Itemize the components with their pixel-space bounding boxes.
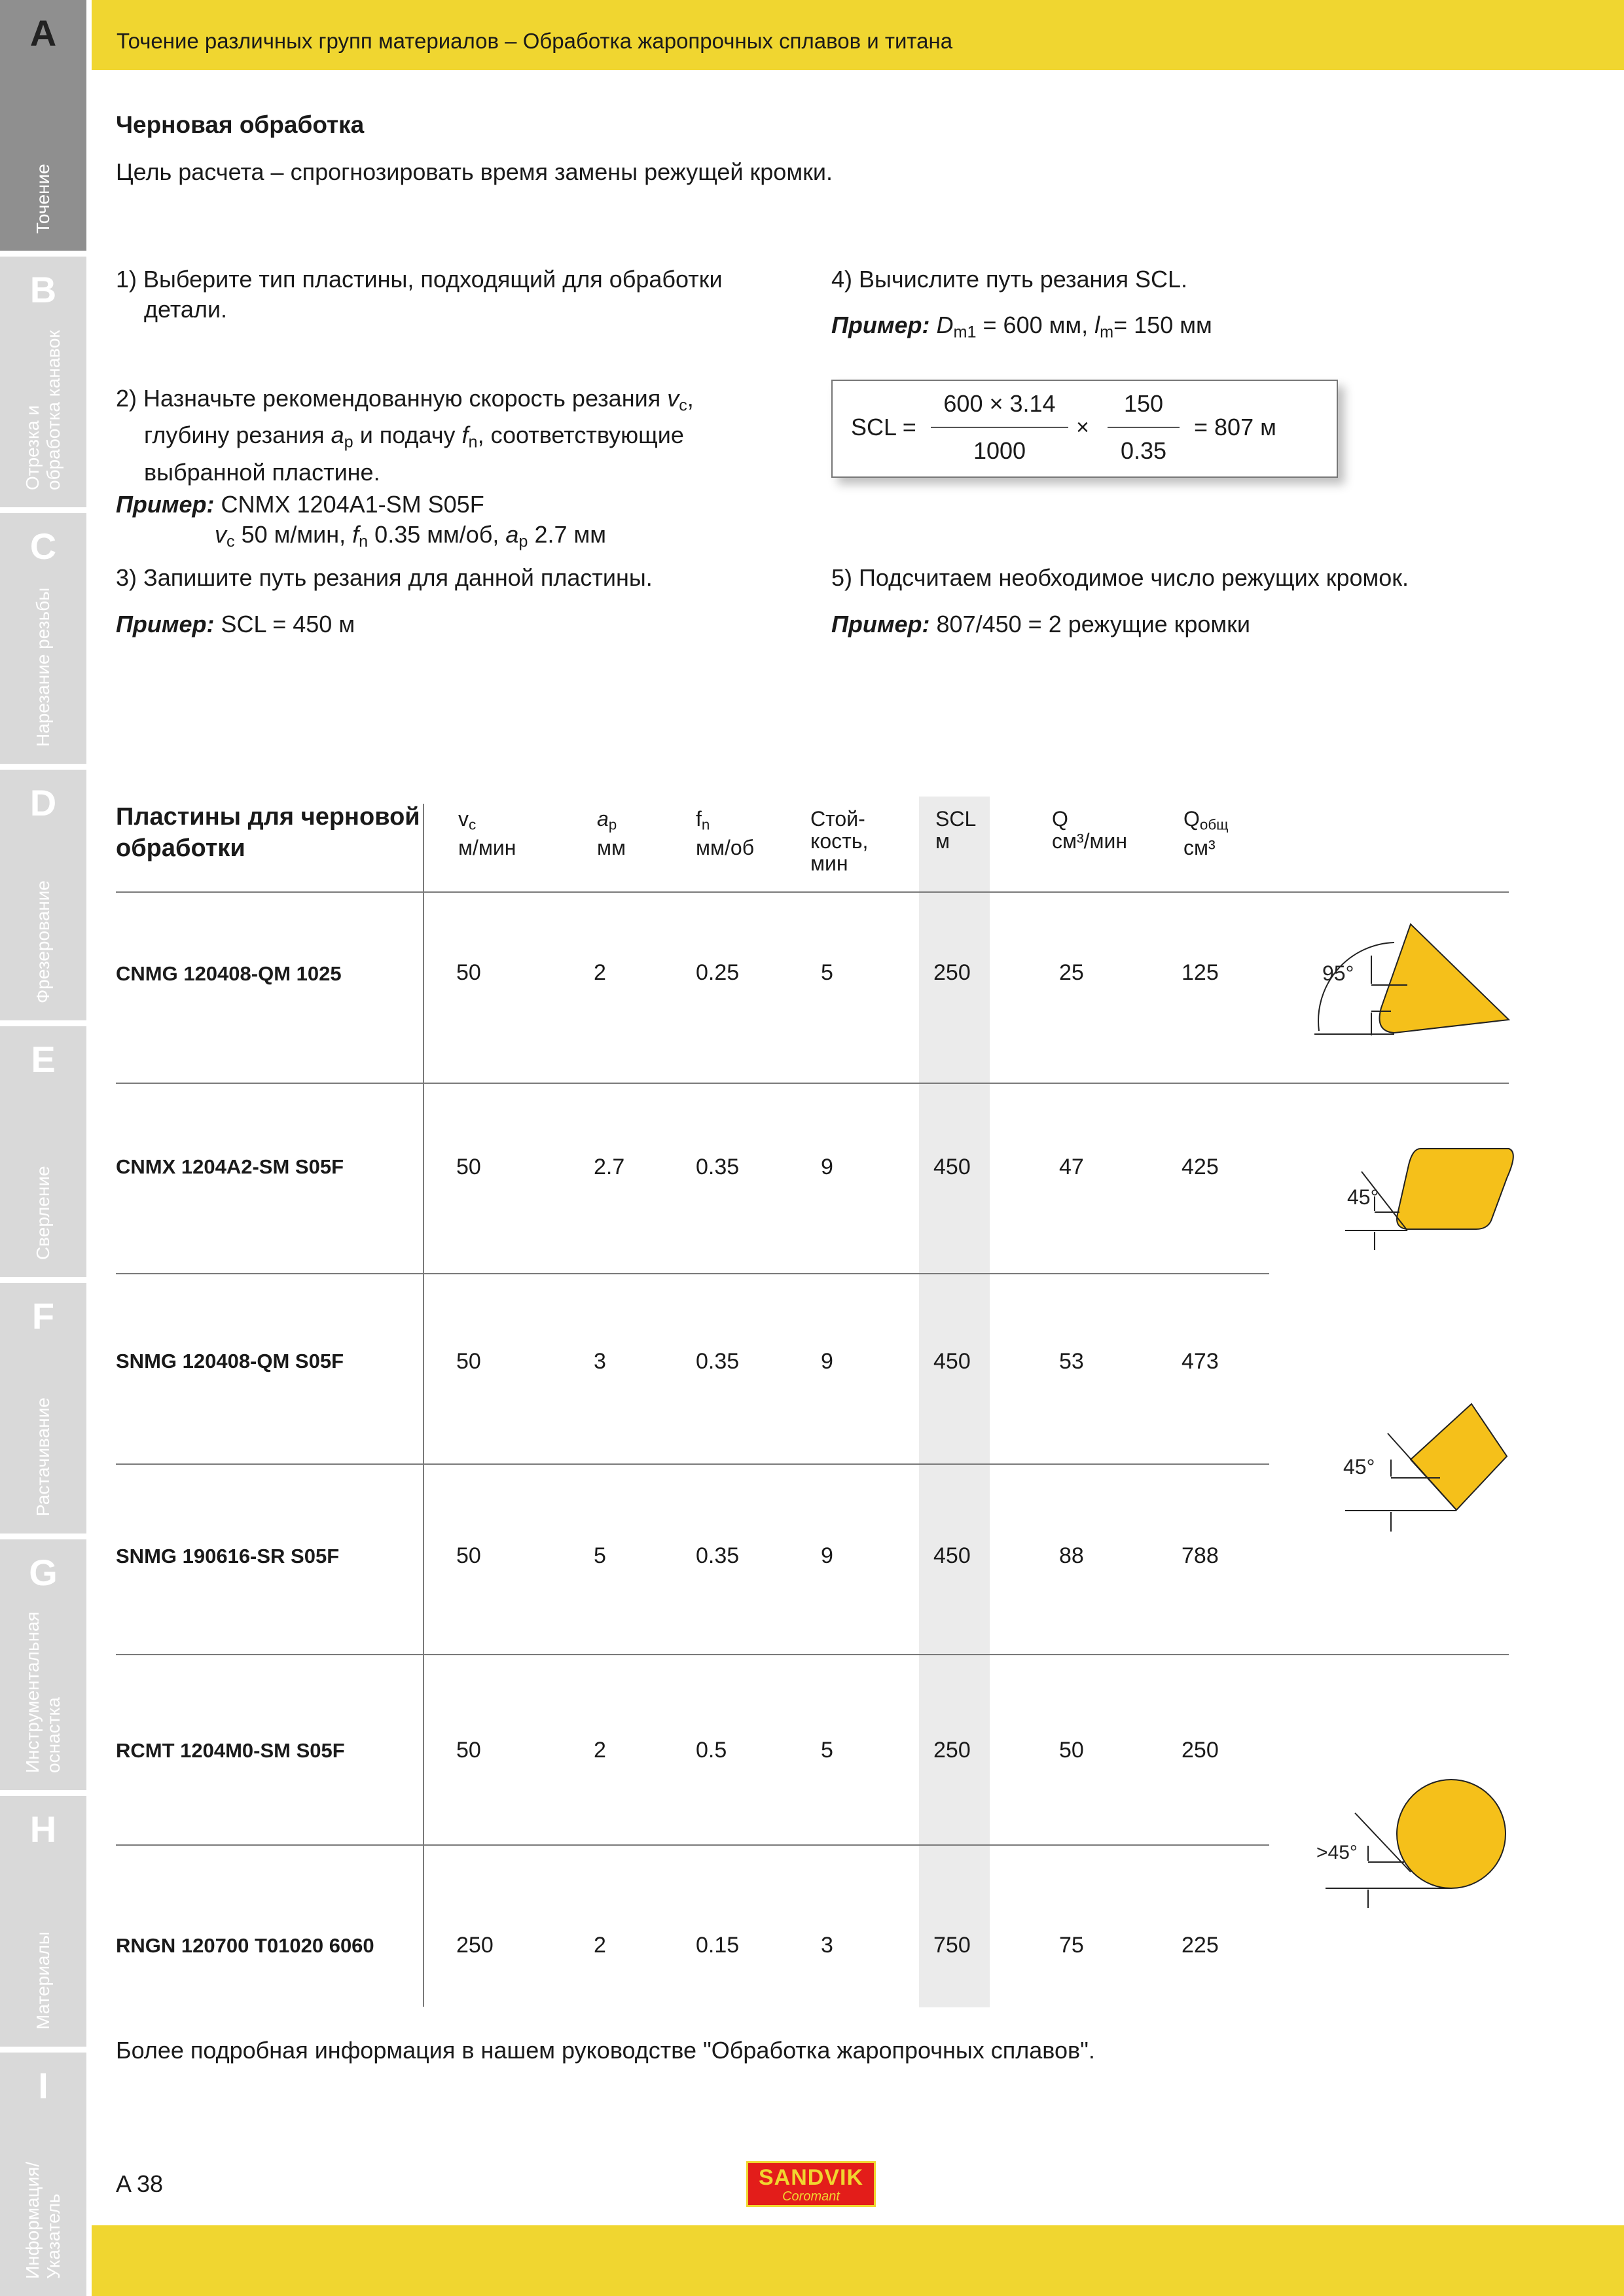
sub: m1 bbox=[953, 323, 977, 342]
text: 2) Назначьте рекомендованную скорость резания bbox=[116, 385, 668, 412]
step-2 bbox=[116, 384, 694, 488]
formula-times: × bbox=[1076, 415, 1089, 440]
example-label: Пример: bbox=[116, 491, 215, 518]
cell-q-total: 125 bbox=[1182, 960, 1219, 985]
cell-vc: 50 bbox=[456, 1155, 481, 1179]
var: l bbox=[1094, 312, 1100, 338]
cell-ap: 2 bbox=[594, 1933, 606, 1958]
insert-name: CNMX 1204A2-SM S05F bbox=[116, 1155, 344, 1178]
cell-tool-life: 9 bbox=[821, 1349, 833, 1374]
unit: см³ bbox=[1183, 835, 1216, 859]
step-4-example bbox=[831, 310, 1212, 347]
round-insert-diagram bbox=[1306, 1767, 1515, 1924]
insert-shape bbox=[1397, 1780, 1506, 1888]
text: f bbox=[696, 807, 702, 831]
sub: c bbox=[226, 532, 235, 551]
cell-ap: 2 bbox=[594, 960, 606, 985]
cell-fn: 0.15 bbox=[696, 1933, 740, 1958]
column-header-ap bbox=[597, 808, 626, 859]
step-3-example bbox=[116, 609, 355, 639]
sub: p bbox=[344, 433, 353, 452]
intro-text: Цель расчета – спрогнозировать время замены режущей кромки. bbox=[116, 158, 833, 185]
angle-label: 45° bbox=[1343, 1455, 1375, 1479]
numerator: 600 × 3.14 bbox=[943, 390, 1056, 417]
fraction-line bbox=[1108, 427, 1180, 428]
step-2-line-3: выбранной пластине. bbox=[144, 458, 380, 486]
angle-label: 45° bbox=[1347, 1185, 1379, 1209]
cnmx-insert-diagram bbox=[1335, 1139, 1532, 1257]
angle-label: >45° bbox=[1316, 1842, 1358, 1863]
step-1 bbox=[116, 264, 723, 325]
cell-tool-life: 5 bbox=[821, 960, 833, 985]
column-header-scl bbox=[935, 808, 976, 852]
tab-label: Нарезание резьбы bbox=[33, 587, 53, 747]
angle-label: 95° bbox=[1322, 961, 1354, 985]
cell-q: 25 bbox=[1059, 960, 1084, 985]
text: , bbox=[687, 385, 694, 412]
scl-formula-box bbox=[831, 380, 1338, 478]
page-title: Точение различных групп материалов – Обработка жаропрочных сплавов и титана bbox=[117, 29, 953, 53]
cell-scl: 750 bbox=[933, 1933, 971, 1958]
var: f bbox=[461, 422, 469, 449]
text: 50 м/мин, bbox=[234, 521, 353, 548]
table-title bbox=[116, 801, 420, 864]
step-4: 4) Вычислите путь резания SCL. bbox=[831, 266, 1188, 293]
unit: мм/об bbox=[696, 835, 755, 859]
cell-scl: 250 bbox=[933, 960, 971, 985]
example-label: Пример: bbox=[831, 312, 930, 338]
text: Стой- bbox=[810, 807, 865, 831]
cnmg-insert-diagram bbox=[1303, 910, 1525, 1060]
section-sidebar bbox=[0, 0, 86, 2296]
example-line-2 bbox=[116, 520, 606, 556]
cell-vc: 50 bbox=[456, 1543, 481, 1568]
table-row-divider bbox=[116, 1463, 1269, 1465]
example-value: SCL = 450 м bbox=[221, 611, 355, 637]
text: кость, bbox=[810, 829, 869, 853]
cell-scl: 450 bbox=[933, 1349, 971, 1374]
insert-shape bbox=[1397, 1149, 1513, 1229]
sub: p bbox=[518, 532, 528, 551]
cell-q: 88 bbox=[1059, 1543, 1084, 1568]
sub: n bbox=[468, 433, 478, 452]
footer-bar bbox=[92, 2225, 1624, 2296]
example-value: 807/450 = 2 режущие кромки bbox=[936, 611, 1250, 637]
cell-fn: 0.5 bbox=[696, 1738, 727, 1763]
var: f bbox=[352, 521, 359, 548]
insert-name: RCMT 1204M0-SM S05F bbox=[116, 1739, 345, 1762]
logo-text: SANDVIK bbox=[758, 2165, 864, 2190]
var: v bbox=[215, 521, 226, 548]
cell-vc: 50 bbox=[456, 1349, 481, 1374]
footnote: Более подробная информация в нашем руководстве "Обработка жаропрочных сплавов". bbox=[116, 2037, 1095, 2064]
cell-ap: 5 bbox=[594, 1543, 606, 1568]
sidebar-tab-drilling[interactable] bbox=[0, 1026, 86, 1277]
fraction-line bbox=[931, 427, 1068, 428]
table-row-divider bbox=[116, 1273, 1269, 1274]
unit: м bbox=[935, 829, 950, 853]
tab-letter: F bbox=[31, 1295, 55, 1336]
cell-q: 75 bbox=[1059, 1933, 1084, 1958]
cell-vc: 250 bbox=[456, 1933, 494, 1958]
text: 0.35 мм/об, bbox=[368, 521, 506, 548]
var: a bbox=[505, 521, 519, 548]
var: a bbox=[331, 422, 344, 449]
section-heading: Черновая обработка bbox=[116, 111, 365, 138]
text: и подачу bbox=[353, 422, 462, 449]
sidebar-tab-tool-holding[interactable] bbox=[0, 1539, 86, 1790]
cell-tool-life: 5 bbox=[821, 1738, 833, 1763]
sidebar-tab-threading[interactable] bbox=[0, 513, 86, 764]
sub: n bbox=[701, 816, 710, 833]
cell-vc: 50 bbox=[456, 960, 481, 985]
tab-label: Материалы bbox=[33, 1931, 53, 2030]
cell-fn: 0.35 bbox=[696, 1349, 740, 1374]
tab-label: Растачивание bbox=[33, 1397, 53, 1516]
tab-letter: I bbox=[38, 2065, 48, 2106]
unit: м/мин bbox=[458, 835, 516, 859]
tab-label: Сверление bbox=[33, 1166, 53, 1260]
cell-q-total: 425 bbox=[1182, 1155, 1219, 1179]
sidebar-tab-milling[interactable] bbox=[0, 770, 86, 1020]
cell-q-total: 788 bbox=[1182, 1543, 1219, 1568]
table-row-divider bbox=[116, 891, 1509, 893]
cell-ap: 3 bbox=[594, 1349, 606, 1374]
text: Q bbox=[1052, 807, 1068, 831]
sidebar-tab-boring[interactable] bbox=[0, 1283, 86, 1534]
sub: p bbox=[608, 816, 617, 833]
text: SCL bbox=[935, 807, 977, 831]
unit: мм bbox=[597, 835, 626, 859]
insert-name: SNMG 190616-SR S05F bbox=[116, 1545, 340, 1568]
sidebar-tab-turning[interactable] bbox=[0, 0, 86, 251]
sidebar-tab-parting-grooving[interactable] bbox=[0, 257, 86, 507]
insert-name: RNGN 120700 T01020 6060 bbox=[116, 1934, 374, 1957]
formula-lhs: SCL = bbox=[851, 414, 916, 440]
cell-q: 50 bbox=[1059, 1738, 1084, 1763]
text: = 150 мм bbox=[1113, 312, 1212, 338]
sidebar-tab-materials[interactable] bbox=[0, 1796, 86, 2047]
insert-shape bbox=[1411, 1404, 1507, 1510]
column-header-q bbox=[1052, 808, 1127, 852]
example-line-1 bbox=[116, 490, 606, 520]
step-2-example bbox=[116, 490, 606, 556]
page-number: A 38 bbox=[116, 2170, 164, 2197]
table-row-divider bbox=[116, 1844, 1269, 1846]
sandvik-coromant-logo bbox=[746, 2161, 876, 2207]
tab-label: Информация/ Указатель bbox=[22, 2161, 63, 2279]
cell-q: 53 bbox=[1059, 1349, 1084, 1374]
step-5-example bbox=[831, 609, 1250, 639]
step-1-line-1: 1) Выберите тип пластины, подходящий для обработки bbox=[116, 266, 723, 293]
fraction-2 bbox=[1108, 390, 1180, 465]
table-vertical-divider bbox=[423, 804, 424, 2007]
step-2-line-2 bbox=[116, 420, 694, 457]
example-insert: CNMX 1204A1-SM S05F bbox=[221, 491, 484, 518]
var: D bbox=[936, 312, 954, 338]
logo-subtext: Coromant bbox=[782, 2189, 840, 2204]
column-header-fn bbox=[696, 808, 754, 859]
tab-letter: A bbox=[29, 12, 57, 54]
cell-fn: 0.35 bbox=[696, 1543, 740, 1568]
tab-letter: E bbox=[31, 1039, 56, 1080]
tab-label: Фрезерование bbox=[33, 880, 53, 1003]
tab-label: Инструментальная оснастка bbox=[22, 1611, 63, 1773]
example-label: Пример: bbox=[116, 611, 215, 637]
text: глубину резания bbox=[144, 422, 331, 449]
step-3: 3) Запишите путь резания для данной пластины. bbox=[116, 564, 653, 591]
sub: c bbox=[469, 816, 477, 833]
cell-scl: 450 bbox=[933, 1543, 971, 1568]
tab-label: Отрезка и обработка канавок bbox=[22, 330, 63, 490]
column-header-tool-life bbox=[810, 808, 868, 874]
numerator: 150 bbox=[1123, 390, 1164, 417]
tab-letter: D bbox=[29, 782, 57, 823]
cell-fn: 0.25 bbox=[696, 960, 740, 985]
insert-name: SNMG 120408-QM S05F bbox=[116, 1350, 344, 1372]
step-1-line-2: детали. bbox=[144, 296, 228, 323]
cell-vc: 50 bbox=[456, 1738, 481, 1763]
table-title-line: Пластины для черновой bbox=[116, 803, 420, 831]
tab-label: Точение bbox=[33, 164, 53, 234]
denominator: 0.35 bbox=[1120, 437, 1167, 464]
page-header bbox=[92, 0, 1624, 70]
text: = 600 мм, bbox=[976, 312, 1095, 338]
cell-fn: 0.35 bbox=[696, 1155, 740, 1179]
table-title-line: обработки bbox=[116, 834, 245, 862]
sub: общ bbox=[1199, 816, 1229, 833]
cell-q-total: 473 bbox=[1182, 1349, 1219, 1374]
formula-result: = 807 м bbox=[1194, 414, 1276, 440]
example-label: Пример: bbox=[831, 611, 930, 637]
cell-scl: 450 bbox=[933, 1155, 971, 1179]
cell-scl: 250 bbox=[933, 1738, 971, 1763]
text: Q bbox=[1183, 807, 1200, 831]
cell-tool-life: 9 bbox=[821, 1543, 833, 1568]
sub: n bbox=[359, 532, 369, 551]
step-5: 5) Подсчитаем необходимое число режущих кромок. bbox=[831, 564, 1409, 591]
tab-letter: C bbox=[29, 526, 57, 567]
tab-letter: G bbox=[29, 1552, 58, 1593]
text: 2.7 мм bbox=[528, 521, 606, 548]
column-header-q-total bbox=[1183, 808, 1229, 859]
sub: c bbox=[679, 396, 687, 415]
cell-q-total: 250 bbox=[1182, 1738, 1219, 1763]
tab-letter: B bbox=[29, 269, 57, 310]
unit: мин bbox=[810, 852, 848, 875]
snmg-insert-diagram bbox=[1335, 1394, 1532, 1545]
cell-tool-life: 9 bbox=[821, 1155, 833, 1179]
cell-ap: 2 bbox=[594, 1738, 606, 1763]
text: v bbox=[458, 807, 469, 831]
tab-letter: H bbox=[29, 1808, 57, 1850]
table-row-divider bbox=[116, 1083, 1509, 1084]
var: v bbox=[667, 385, 679, 412]
unit: см³/мин bbox=[1052, 829, 1128, 853]
cell-q-total: 225 bbox=[1182, 1933, 1219, 1958]
insert-shape bbox=[1380, 924, 1509, 1033]
cell-ap: 2.7 bbox=[594, 1155, 625, 1179]
denominator: 1000 bbox=[973, 437, 1026, 464]
text: , соответствующие bbox=[477, 422, 684, 449]
text: a bbox=[597, 807, 609, 831]
insert-name: CNMG 120408-QM 1025 bbox=[116, 962, 342, 985]
cell-q: 47 bbox=[1059, 1155, 1084, 1179]
fraction-1 bbox=[931, 390, 1068, 465]
sidebar-tab-info-index[interactable] bbox=[0, 2053, 86, 2296]
cell-tool-life: 3 bbox=[821, 1933, 833, 1958]
sub: m bbox=[1100, 323, 1114, 342]
step-2-line-1 bbox=[116, 384, 694, 420]
column-header-vc bbox=[458, 808, 516, 859]
table-row-divider bbox=[116, 1654, 1509, 1655]
